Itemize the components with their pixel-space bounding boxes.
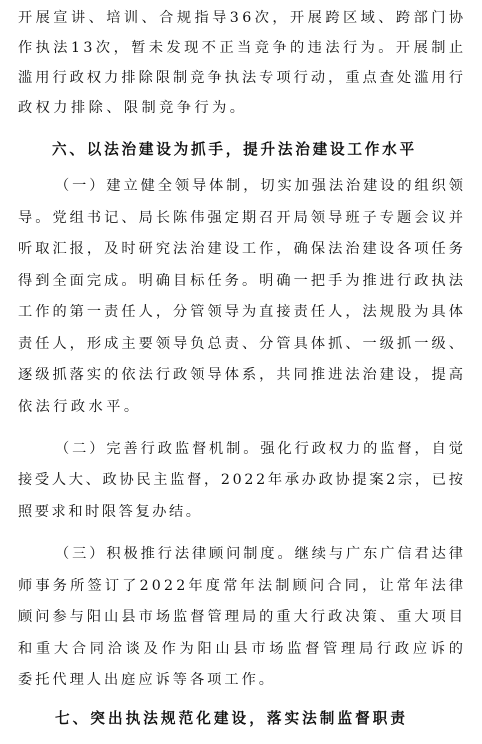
paragraph-line (0, 539, 482, 569)
text-span: （二）完善行政监督机制。强化行政权力的监督，自觉 (55, 441, 466, 457)
paragraph-line (0, 266, 482, 296)
paragraph-line (0, 3, 482, 33)
paragraph-line (0, 63, 482, 93)
paragraph-line (0, 634, 482, 664)
text-span: 得到全面完成。明确目标任务。明确一把手为推进行政执法 (18, 273, 466, 289)
text-span: 和重大合同洽谈及作为阳山县市场监督管理局行政应诉的 (18, 641, 467, 657)
text-span: 接受人大、政协民主监督，2022年承办政协提案2宗，已按 (18, 472, 466, 488)
text-span: 开展宣讲、培训、合规指导36次，开展跨区域、跨部门协 (18, 10, 467, 26)
section-heading (0, 704, 482, 734)
paragraph-line (0, 203, 482, 233)
text-span: 委托代理人出庭应诉等各项工作。 (18, 672, 276, 688)
paragraph-line (0, 497, 482, 527)
text-span: 政权力排除、限制竞争行为。 (18, 100, 248, 116)
paragraph-line (0, 360, 482, 390)
text-span: 依法行政水平。 (18, 399, 142, 415)
text-span: 顾问参与阳山县市场监督管理局的重大行政决策、重大项目 (18, 609, 466, 625)
paragraph-line (0, 465, 482, 495)
text-span: 责任人，形成主要领导负总责、分管具体抓、一级抓一级、 (18, 336, 466, 352)
paragraph-line (0, 93, 482, 123)
text-span: （三）积极推行法律顾问制度。继续与广东广信君达律 (55, 546, 466, 562)
paragraph-line (0, 171, 482, 201)
text-span: （一）建立健全领导体制，切实加强法治建设的组织领 (55, 178, 466, 194)
section-heading-text: 七、突出执法规范化建设，落实法制监督职责 (55, 710, 409, 727)
paragraph-line (0, 297, 482, 327)
text-span: 逐级抓落实的依法行政领导体系，共同推进法治建设，提高 (18, 367, 466, 383)
text-span: 听取汇报，及时研究法治建设工作，确保法治建设各项任务 (18, 241, 466, 257)
text-span: 照要求和时限答复办结。 (18, 504, 203, 520)
text-span: 师事务所签订了2022年度常年法制顾问合同，让常年法律 (18, 578, 467, 594)
section-heading-text: 六、以法治建设为抓手，提升法治建设工作水平 (52, 141, 417, 158)
paragraph-line (0, 392, 482, 422)
paragraph-line (0, 665, 482, 695)
paragraph-line (0, 571, 482, 601)
paragraph-line (0, 33, 482, 63)
text-span: 导。党组书记、局长陈伟强定期召开局领导班子专题会议并 (18, 210, 466, 226)
text-span: 滥用行政权力排除限制竞争执法专项行动，重点查处滥用行 (18, 70, 466, 86)
paragraph-line (0, 602, 482, 632)
text-span: 工作的第一责任人，分管领导为直接责任人，法规股为具体 (18, 304, 466, 320)
paragraph-line (0, 434, 482, 464)
section-heading (0, 135, 482, 165)
paragraph-line (0, 329, 482, 359)
paragraph-line (0, 234, 482, 264)
text-span: 作执法13次，暂未发现不正当竞争的违法行为。开展制止 (18, 40, 467, 56)
